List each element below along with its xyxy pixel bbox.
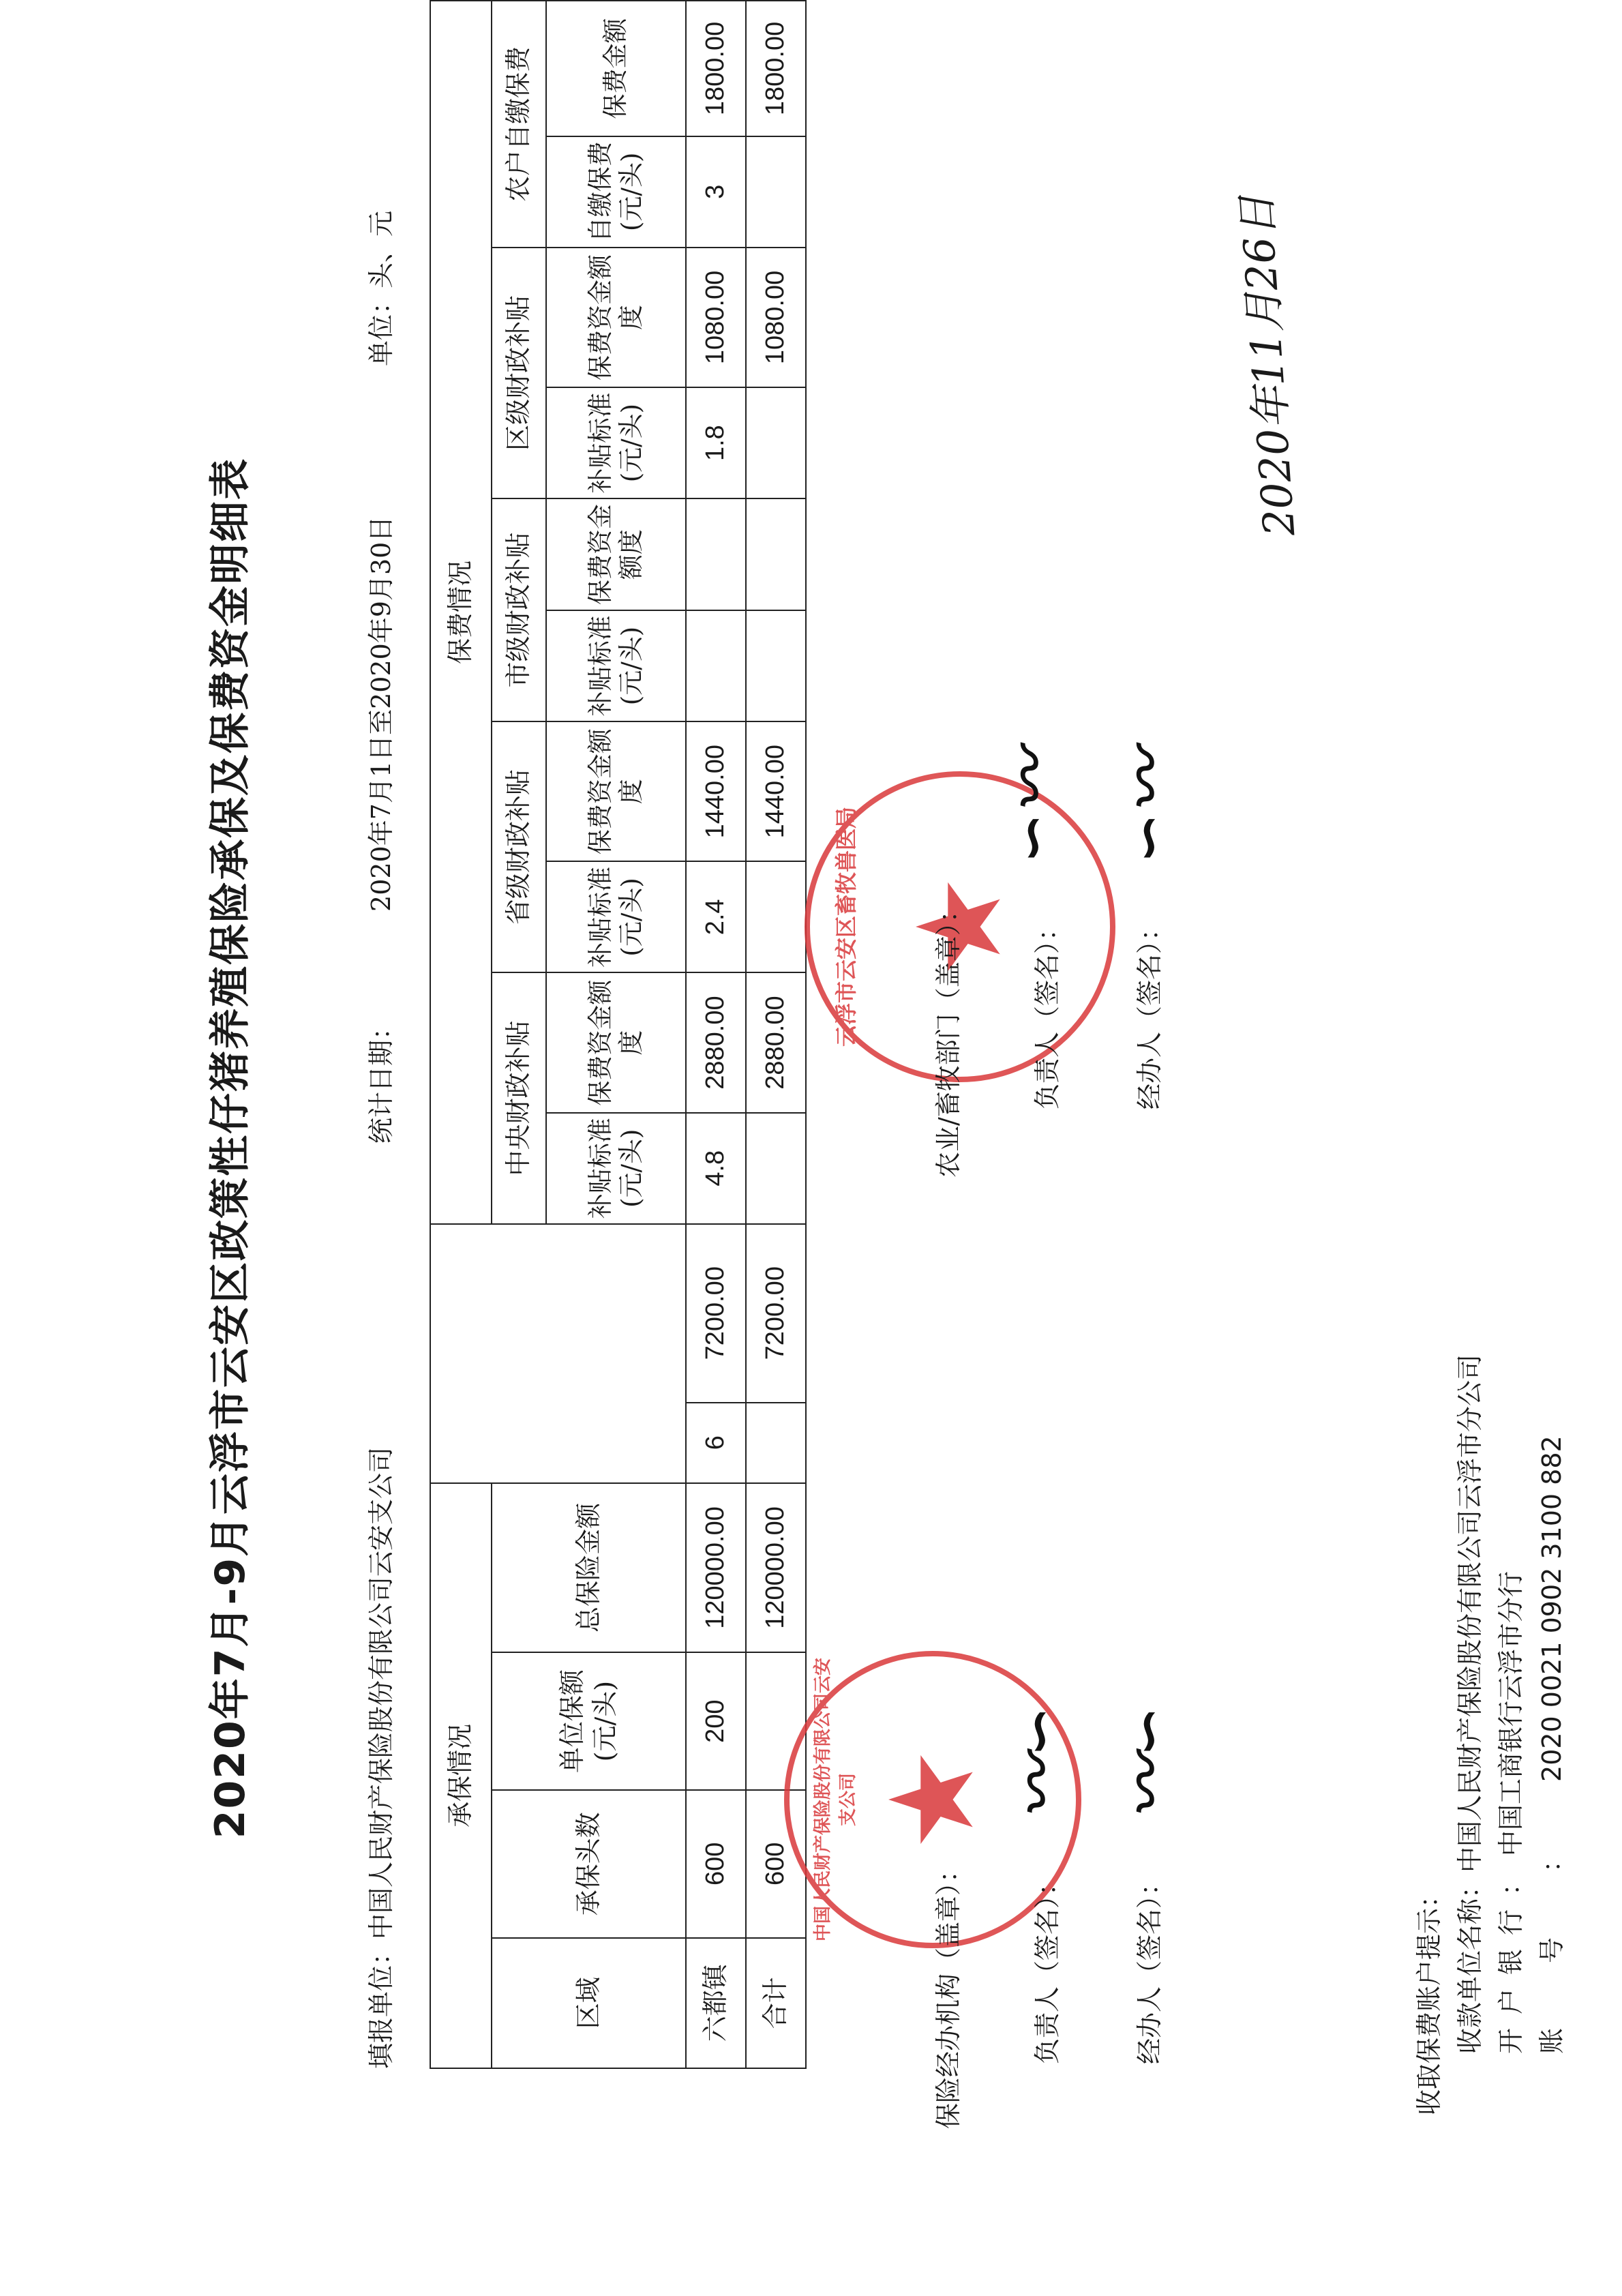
header-district-std: 补贴标准(元/头) — [546, 387, 686, 498]
cell-city-std — [686, 610, 746, 721]
bank-line — [1490, 1571, 1527, 2054]
period-value: 2020年7月1日至2020年9月30日 — [366, 516, 396, 912]
insurer-seal-text: 中国人民财产保险股份有限公司云安支公司 — [813, 1658, 858, 1942]
cell-district-amt: 1080.00 — [686, 248, 746, 388]
cell-province-std — [746, 861, 806, 972]
cell-central-std: 4.8 — [686, 1113, 746, 1224]
cell-district-std — [746, 387, 806, 498]
account-label: 账号： — [1537, 1781, 1567, 2054]
cell-heads: 600 — [686, 1790, 746, 1937]
header-central-amt: 保费资金额度 — [546, 972, 686, 1113]
group-province: 省级财政补贴 — [492, 721, 546, 972]
cell-total-premium: 7200.00 — [746, 1224, 806, 1403]
bank-value: 中国工商银行云浮市分行 — [1496, 1570, 1526, 1856]
group-district: 区级财政补贴 — [492, 248, 546, 498]
unit-label: 单位：头、元 — [366, 210, 396, 366]
gov-head-label: 负责人（签名）： — [1032, 914, 1062, 1109]
insurer-org-label: 保险经办机构（盖章）： — [933, 1856, 963, 2129]
period-line — [360, 516, 397, 1144]
cell-city-std — [746, 610, 806, 721]
cell-total-premium: 7200.00 — [686, 1224, 746, 1403]
insurer-clerk-label: 经办人（签名）： — [1135, 1869, 1165, 2064]
header-row-2 — [492, 1, 546, 2068]
cell-district-std: 1.8 — [686, 387, 746, 498]
cell-city-amt — [746, 498, 806, 610]
group-premium: 保费情况 — [430, 1, 492, 1224]
cell-farmer-std: 3 — [686, 136, 746, 248]
gov-head-signature: ∽〰 — [995, 751, 1068, 864]
account-title: 收取保费账户提示： — [1414, 1881, 1444, 2115]
cell-farmer-amt: 1800.00 — [686, 1, 746, 136]
header-heads: 承保头数 — [492, 1790, 686, 1937]
cell-total-amount: 120000.00 — [686, 1483, 746, 1653]
header-farmer-amt: 保费金额 — [546, 1, 686, 136]
header-central-std: 补贴标准(元/头) — [546, 1113, 686, 1224]
cell-unit-amount: 200 — [686, 1652, 746, 1790]
gov-org-label: 农业/畜牧部门（盖章）： — [933, 897, 963, 1178]
group-central: 中央财政补贴 — [492, 972, 546, 1223]
cell-district-amt: 1080.00 — [746, 248, 806, 388]
insurer-head-signature: 〰∽ — [1002, 1705, 1075, 1819]
filer-value: 中国人民财产保险股份有限公司云安支公司 — [366, 1446, 396, 1939]
cell-central-std — [746, 1113, 806, 1224]
header-city-amt: 保费资金额度 — [546, 498, 686, 610]
header-blank — [430, 1224, 686, 1483]
cell-total-amount: 120000.00 — [746, 1483, 806, 1653]
cell-rate — [746, 1403, 806, 1483]
insurer-clerk-signature: 〰∽ — [1111, 1705, 1184, 1819]
header-district-amt: 保费资金额度 — [546, 248, 686, 388]
sign-date: 2020年11月26日 — [1231, 193, 1305, 538]
cell-city-amt — [686, 498, 746, 610]
header-row-1 — [430, 1, 492, 2068]
cell-farmer-std — [746, 136, 806, 248]
header-city-std: 补贴标准(元/头) — [546, 610, 686, 721]
account-value: 2020 0021 0902 3100 882 — [1537, 1435, 1567, 1782]
filer-line — [360, 1447, 397, 2069]
cell-region: 合计 — [746, 1938, 806, 2068]
header-total-amount: 总保险金额 — [492, 1483, 686, 1653]
table-row — [686, 1, 746, 2068]
seal-star-icon: ★ — [892, 874, 1027, 979]
header-farmer-std: 自缴保费(元/头) — [546, 136, 686, 248]
group-city: 市级财政补贴 — [492, 498, 546, 721]
period-label: 统计日期： — [366, 1013, 396, 1144]
header-unit-amount: 单位保额(元/头) — [492, 1652, 686, 1790]
cell-central-amt: 2880.00 — [746, 972, 806, 1113]
insurer-head-label: 负责人（签名）： — [1032, 1869, 1062, 2064]
group-farmer: 农户自缴保费 — [492, 1, 546, 248]
cell-farmer-amt: 1800.00 — [746, 1, 806, 136]
cell-province-amt: 1440.00 — [686, 721, 746, 862]
cell-rate: 6 — [686, 1403, 746, 1483]
header-province-amt: 保费资金额度 — [546, 721, 686, 862]
header-province-std: 补贴标准(元/头) — [546, 861, 686, 972]
premium-table — [430, 0, 807, 2069]
filer-label: 填报单位： — [366, 1939, 396, 2069]
cell-central-amt: 2880.00 — [686, 972, 746, 1113]
cell-province-std: 2.4 — [686, 861, 746, 972]
header-region: 区域 — [492, 1938, 686, 2068]
cell-region: 六都镇 — [686, 1938, 746, 2068]
cell-province-amt: 1440.00 — [746, 721, 806, 862]
group-underwriting: 承保情况 — [430, 1483, 492, 2068]
gov-clerk-signature: ∽〰 — [1111, 751, 1184, 864]
payee-value: 中国人民财产保险股份有限公司云浮市分公司 — [1455, 1354, 1485, 1873]
gov-clerk-label: 经办人（签名）： — [1135, 914, 1165, 1109]
seal-star-icon: ★ — [865, 1747, 1000, 1852]
gov-seal-text: 云浮市云安区畜牧兽医局 — [833, 807, 859, 1047]
document-title: 2020年7月-9月云浮市云安区政策性仔猪养殖保险承保及保费资金明细表 — [207, 457, 254, 1839]
account-line — [1531, 1435, 1568, 2054]
payee-label: 收款单位名称： — [1455, 1872, 1485, 2054]
cell-heads: 600 — [746, 1790, 806, 1937]
payee-line — [1449, 1354, 1486, 2054]
bank-label: 开户银行： — [1496, 1855, 1526, 2054]
